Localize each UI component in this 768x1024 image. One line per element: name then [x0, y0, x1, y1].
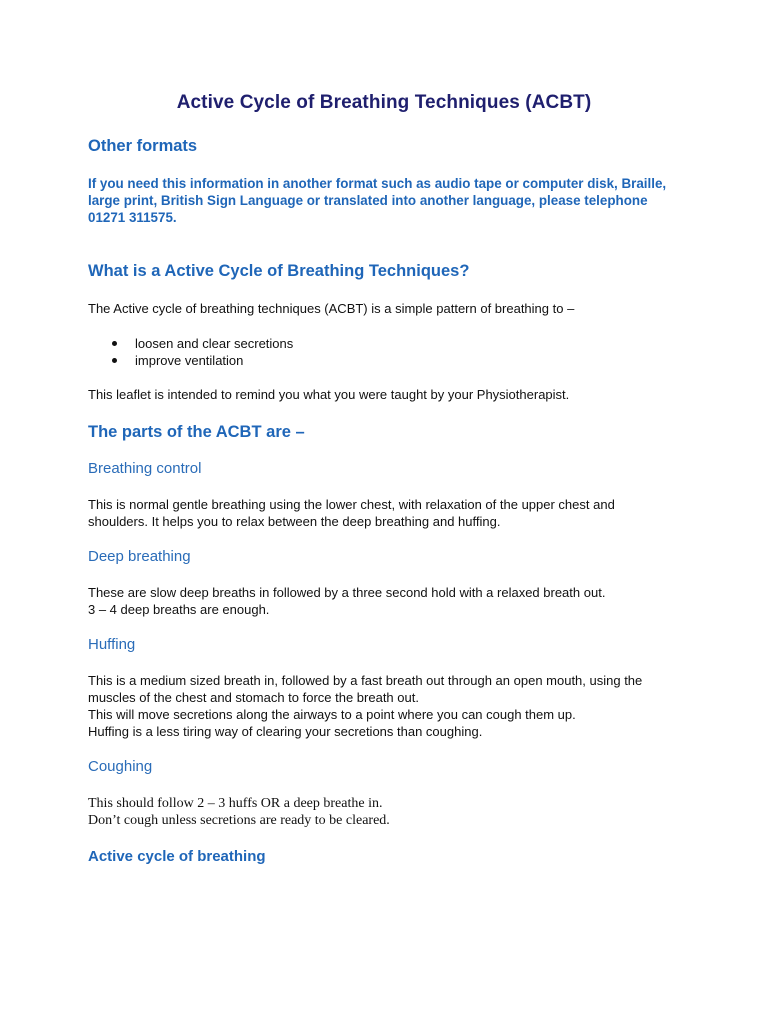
coughing-line: This should follow 2 – 3 huffs OR a deep breathe in.: [88, 796, 383, 811]
other-formats-paragraph: [88, 175, 666, 226]
heading-what-is-acbt: What is a Active Cycle of Breathing Techniques?: [88, 262, 470, 280]
bullet-icon: [112, 358, 117, 363]
huffing-paragraph: [88, 672, 642, 740]
huffing-line: This will move secretions along the airways to a point where you can cough them up.: [88, 707, 576, 722]
heading-deep-breathing: Deep breathing: [88, 548, 191, 565]
heading-coughing: Coughing: [88, 758, 153, 775]
heading-parts-of-acbt: The parts of the ACBT are –: [88, 423, 305, 441]
other-formats-line: large print, British Sign Language or translated into another language, please telephone: [88, 193, 648, 208]
coughing-line: Don’t cough unless secretions are ready to be cleared.: [88, 813, 390, 828]
deep-breathing-line: 3 – 4 deep breaths are enough.: [88, 602, 270, 617]
breathing-control-paragraph: [88, 496, 615, 530]
huffing-line: Huffing is a less tiring way of clearing your secretions than coughing.: [88, 724, 483, 739]
deep-breathing-line: These are slow deep breaths in followed by a three second hold with a relaxed breath out.: [88, 585, 606, 600]
what-is-intro: The Active cycle of breathing techniques (ACBT) is a simple pattern of breathing to –: [88, 301, 575, 316]
heading-active-cycle-of-breathing: Active cycle of breathing: [88, 848, 266, 865]
breathing-control-line: This is normal gentle breathing using the lower chest, with relaxation of the upper chest and: [88, 497, 615, 512]
other-formats-line: If you need this information in another format such as audio tape or computer disk, Braille,: [88, 176, 667, 191]
coughing-paragraph: [88, 795, 390, 829]
bullet-icon: [112, 341, 117, 346]
heading-huffing: Huffing: [88, 636, 136, 653]
bullet-text: loosen and clear secretions: [135, 336, 294, 351]
breathing-control-line: shoulders. It helps you to relax between the deep breathing and huffing.: [88, 514, 501, 529]
document-title: Active Cycle of Breathing Techniques (ACBT): [176, 92, 592, 113]
huffing-line: muscles of the chest and stomach to force the breath out.: [88, 690, 419, 705]
heading-other-formats: Other formats: [88, 137, 198, 155]
huffing-line: This is a medium sized breath in, followed by a fast breath out through an open mouth, using the: [88, 673, 643, 688]
what-is-outro: This leaflet is intended to remind you what you were taught by your Physiotherapist.: [88, 387, 570, 402]
bullet-text: improve ventilation: [135, 353, 244, 368]
bullet-item: [112, 352, 243, 369]
heading-breathing-control: Breathing control: [88, 460, 202, 477]
other-formats-line: 01271 311575.: [88, 210, 177, 225]
deep-breathing-paragraph: [88, 584, 605, 618]
bullet-item: [112, 335, 293, 352]
